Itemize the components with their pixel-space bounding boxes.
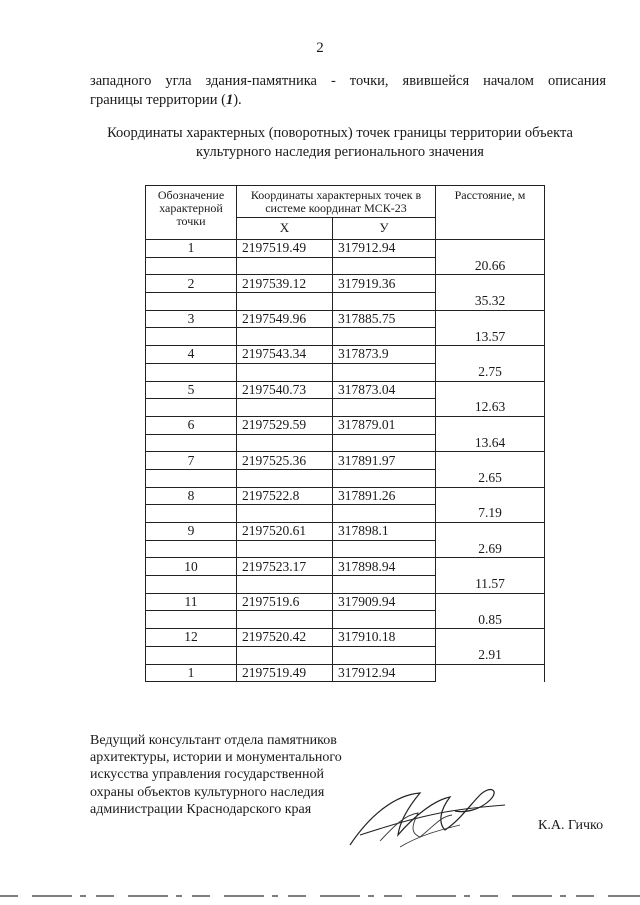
y-coordinate-cell: 317898.1 xyxy=(333,523,436,541)
empty-cell xyxy=(146,293,237,311)
distance-cell-empty xyxy=(436,523,545,541)
empty-cell xyxy=(146,434,237,452)
distance-cell-empty xyxy=(436,381,545,399)
distance-cell: 2.69 xyxy=(436,540,545,558)
distance-cell: 2.75 xyxy=(436,363,545,381)
x-coordinate-cell: 2197539.12 xyxy=(237,275,333,293)
signer-position-line: охраны объектов культурного наследия xyxy=(90,784,325,800)
empty-cell xyxy=(333,399,436,417)
table-row xyxy=(146,558,545,576)
x-coordinate-cell: 2197549.96 xyxy=(237,310,333,328)
signer-name: К.А. Гичко xyxy=(538,818,604,833)
x-coordinate-cell: 2197519.49 xyxy=(237,664,333,682)
table-heading-line-2: культурного наследия регионального значения xyxy=(196,144,484,160)
intro-line-1: западного угла здания-памятника - точки, явившейся началом описания xyxy=(90,73,606,89)
header-x: Х xyxy=(237,218,333,240)
empty-cell xyxy=(333,363,436,381)
table-row xyxy=(146,310,545,328)
distance-cell: 20.66 xyxy=(436,257,545,275)
intro-line-2: границы территории (1). xyxy=(90,92,242,108)
empty-cell xyxy=(237,328,333,346)
empty-cell xyxy=(333,469,436,487)
distance-cell-empty xyxy=(436,487,545,505)
point-cell: 2 xyxy=(146,275,237,293)
y-coordinate-cell: 317898.94 xyxy=(333,558,436,576)
empty-cell xyxy=(237,293,333,311)
distance-row xyxy=(146,293,545,311)
empty-cell xyxy=(333,505,436,523)
signer-position-line: архитектуры, истории и монументального xyxy=(90,750,342,766)
distance-cell-empty xyxy=(436,452,545,470)
empty-cell xyxy=(146,540,237,558)
empty-cell xyxy=(146,576,237,594)
y-coordinate-cell: 317910.18 xyxy=(333,629,436,647)
y-coordinate-cell: 317891.97 xyxy=(333,452,436,470)
table-row xyxy=(146,664,545,682)
x-coordinate-cell: 2197519.49 xyxy=(237,240,333,258)
distance-row xyxy=(146,540,545,558)
distance-row xyxy=(146,434,545,452)
distance-row xyxy=(146,505,545,523)
empty-cell xyxy=(237,540,333,558)
distance-cell-empty xyxy=(436,346,545,364)
distance-row xyxy=(146,469,545,487)
x-coordinate-cell: 2197520.42 xyxy=(237,629,333,647)
table-row xyxy=(146,593,545,611)
distance-cell-empty xyxy=(436,416,545,434)
distance-cell-empty xyxy=(436,664,545,682)
distance-cell: 2.65 xyxy=(436,469,545,487)
distance-row xyxy=(146,363,545,381)
distance-cell: 7.19 xyxy=(436,505,545,523)
x-coordinate-cell: 2197522.8 xyxy=(237,487,333,505)
distance-cell-empty xyxy=(436,558,545,576)
y-coordinate-cell: 317909.94 xyxy=(333,593,436,611)
empty-cell xyxy=(237,399,333,417)
coordinates-table xyxy=(145,185,545,682)
empty-cell xyxy=(333,328,436,346)
empty-cell xyxy=(333,576,436,594)
distance-row xyxy=(146,576,545,594)
header-point: Обозначение характерной точки xyxy=(146,186,237,240)
empty-cell xyxy=(237,363,333,381)
y-coordinate-cell: 317912.94 xyxy=(333,664,436,682)
x-coordinate-cell: 2197519.6 xyxy=(237,593,333,611)
empty-cell xyxy=(146,469,237,487)
table-row xyxy=(146,416,545,434)
signer-position-line: Ведущий консультант отдела памятников xyxy=(90,733,337,748)
distance-row xyxy=(146,646,545,664)
empty-cell xyxy=(146,611,237,629)
point-cell: 9 xyxy=(146,523,237,541)
x-coordinate-cell: 2197543.34 xyxy=(237,346,333,364)
handwritten-signature xyxy=(340,775,510,855)
distance-cell-empty xyxy=(436,240,545,258)
distance-row xyxy=(146,257,545,275)
empty-cell xyxy=(146,363,237,381)
point-cell: 7 xyxy=(146,452,237,470)
table-row xyxy=(146,346,545,364)
table-row xyxy=(146,275,545,293)
empty-cell xyxy=(333,611,436,629)
point-cell: 10 xyxy=(146,558,237,576)
y-coordinate-cell: 317885.75 xyxy=(333,310,436,328)
table-heading-line-1: Координаты характерных (поворотных) точек границы территории объекта xyxy=(107,125,573,141)
distance-cell: 13.57 xyxy=(436,328,545,346)
distance-row xyxy=(146,611,545,629)
page-number: 2 xyxy=(316,40,324,56)
distance-cell: 12.63 xyxy=(436,399,545,417)
empty-cell xyxy=(146,328,237,346)
empty-cell xyxy=(146,505,237,523)
table-row xyxy=(146,523,545,541)
signer-position-line: искусства управления государственной xyxy=(90,767,325,783)
table-heading xyxy=(40,124,640,162)
scan-edge-artifact xyxy=(0,893,640,899)
distance-row xyxy=(146,328,545,346)
table-body xyxy=(146,240,545,682)
distance-cell: 13.64 xyxy=(436,434,545,452)
empty-cell xyxy=(333,646,436,664)
signature-block xyxy=(90,732,342,818)
x-coordinate-cell: 2197540.73 xyxy=(237,381,333,399)
point-cell: 5 xyxy=(146,381,237,399)
empty-cell xyxy=(146,646,237,664)
distance-cell-empty xyxy=(436,593,545,611)
empty-cell xyxy=(237,611,333,629)
point-cell: 1 xyxy=(146,664,237,682)
distance-cell: 35.32 xyxy=(436,293,545,311)
intro-paragraph xyxy=(90,72,606,110)
point-cell: 1 xyxy=(146,240,237,258)
distance-cell: 11.57 xyxy=(436,576,545,594)
header-distance: Расстояние, м xyxy=(436,186,545,240)
y-coordinate-cell: 317879.01 xyxy=(333,416,436,434)
y-coordinate-cell: 317873.9 xyxy=(333,346,436,364)
distance-row xyxy=(146,399,545,417)
empty-cell xyxy=(146,257,237,275)
header-y: У xyxy=(333,218,436,240)
y-coordinate-cell: 317919.36 xyxy=(333,275,436,293)
empty-cell xyxy=(237,576,333,594)
x-coordinate-cell: 2197523.17 xyxy=(237,558,333,576)
x-coordinate-cell: 2197529.59 xyxy=(237,416,333,434)
empty-cell xyxy=(333,293,436,311)
distance-cell: 0.85 xyxy=(436,611,545,629)
y-coordinate-cell: 317873.04 xyxy=(333,381,436,399)
empty-cell xyxy=(237,505,333,523)
y-coordinate-cell: 317912.94 xyxy=(333,240,436,258)
table-row xyxy=(146,629,545,647)
point-cell: 6 xyxy=(146,416,237,434)
empty-cell xyxy=(237,434,333,452)
empty-cell xyxy=(237,646,333,664)
distance-cell-empty xyxy=(436,275,545,293)
distance-cell: 2.91 xyxy=(436,646,545,664)
empty-cell xyxy=(237,469,333,487)
point-cell: 4 xyxy=(146,346,237,364)
distance-cell-empty xyxy=(436,629,545,647)
table-row xyxy=(146,240,545,258)
x-coordinate-cell: 2197520.61 xyxy=(237,523,333,541)
empty-cell xyxy=(333,257,436,275)
empty-cell xyxy=(237,257,333,275)
x-coordinate-cell: 2197525.36 xyxy=(237,452,333,470)
point-cell: 8 xyxy=(146,487,237,505)
point-cell: 12 xyxy=(146,629,237,647)
empty-cell xyxy=(146,399,237,417)
distance-cell-empty xyxy=(436,310,545,328)
empty-cell xyxy=(333,434,436,452)
header-coords: Координаты характерных точек в системе координат МСК-23 xyxy=(237,186,436,218)
empty-cell xyxy=(333,540,436,558)
y-coordinate-cell: 317891.26 xyxy=(333,487,436,505)
point-cell: 11 xyxy=(146,593,237,611)
table-row xyxy=(146,381,545,399)
table-row xyxy=(146,487,545,505)
point-cell: 3 xyxy=(146,310,237,328)
signer-position-line: администрации Краснодарского края xyxy=(90,801,312,817)
table-row xyxy=(146,452,545,470)
